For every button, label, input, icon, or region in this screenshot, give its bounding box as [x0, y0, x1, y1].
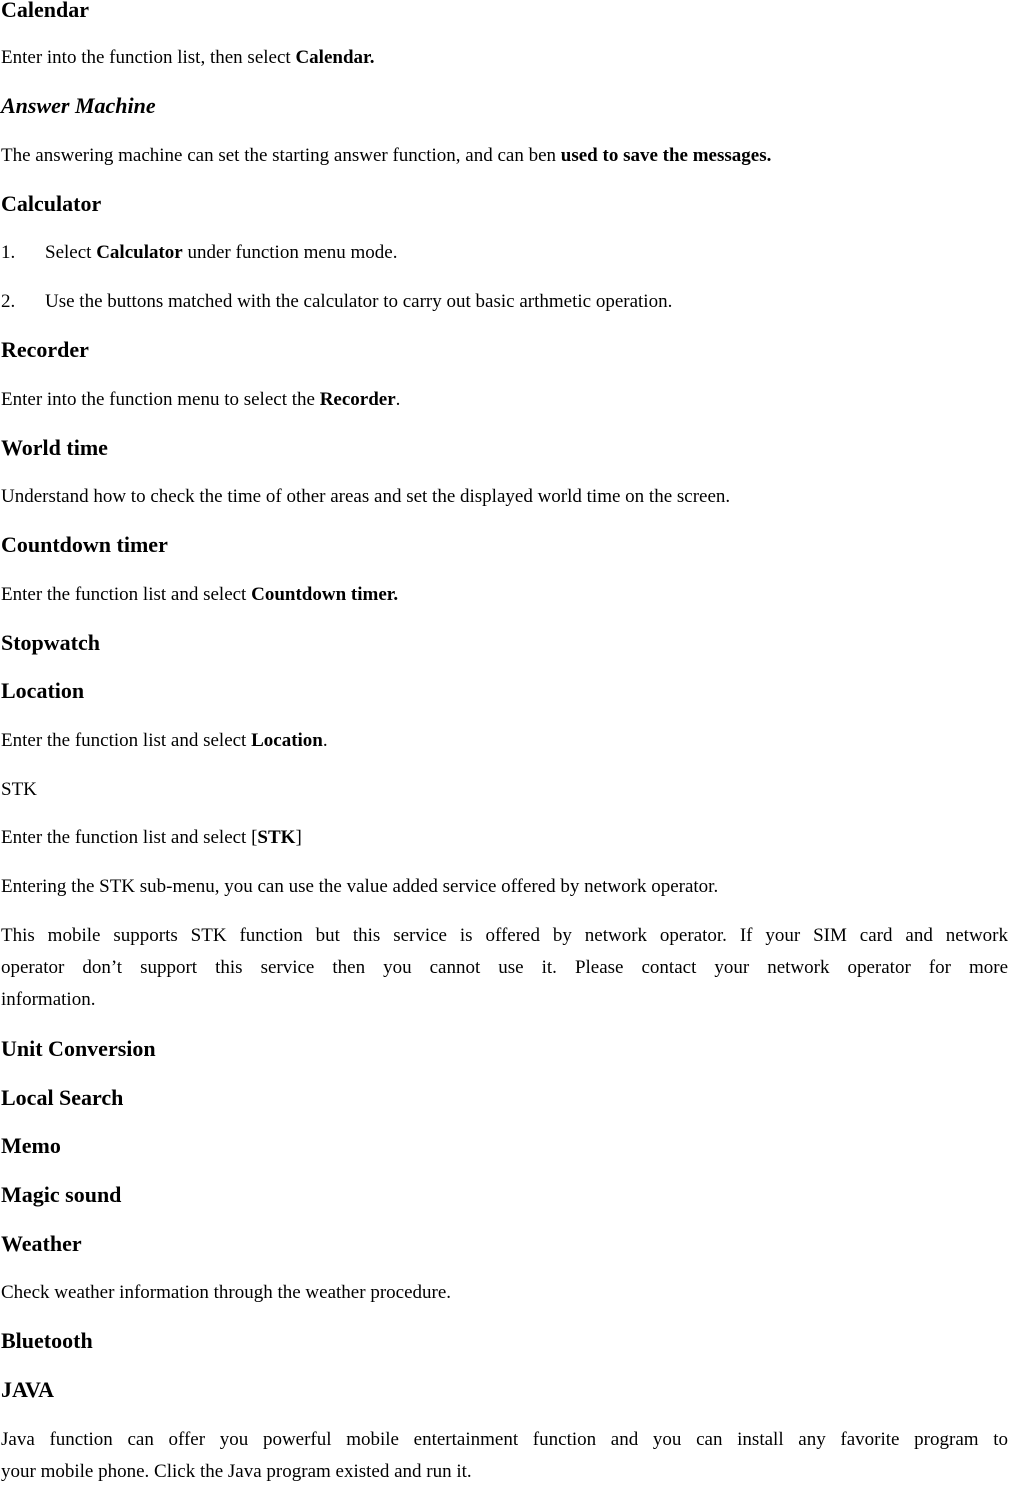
java-heading: JAVA — [1, 1377, 54, 1402]
calendar-text-bold: Calendar. — [295, 47, 375, 68]
answer-machine-heading: Answer Machine — [1, 93, 156, 118]
magic-sound-heading: Magic sound — [1, 1182, 122, 1207]
countdown-timer-text — [1, 583, 1009, 606]
world-time-heading: World time — [1, 435, 108, 460]
location-heading: Location — [1, 678, 85, 703]
calculator-heading: Calculator — [1, 191, 102, 216]
location-text-after: . — [322, 730, 328, 751]
bluetooth-heading: Bluetooth — [1, 1328, 93, 1353]
stk-paragraph-line-3: information. — [1, 989, 96, 1010]
java-paragraph-line-2: your mobile phone. Click the Java program existed and run it. — [1, 1461, 472, 1482]
stk-text-1-after: ] — [295, 827, 302, 848]
stk-text-1-bold: STK — [257, 827, 296, 848]
location-text-plain: Enter the function list and select — [1, 730, 252, 751]
stk-paragraph-line-1: This mobile supports STK function but this service is offered by network operator. If your SIM card and network — [1, 925, 1008, 946]
calculator-step-2 — [1, 290, 1009, 313]
countdown-timer-text-bold: Countdown timer. — [251, 584, 399, 605]
weather-heading: Weather — [1, 1231, 82, 1256]
answer-machine-text-plain: The answering machine can set the starting answer function, and can ben — [1, 145, 561, 166]
recorder-text-plain: Enter into the function menu to select the — [1, 389, 320, 410]
countdown-timer-heading: Countdown timer — [1, 532, 168, 557]
stopwatch-heading: Stopwatch — [1, 630, 101, 655]
local-search-heading: Local Search — [1, 1085, 124, 1110]
recorder-text-after: . — [395, 389, 401, 410]
answer-machine-text-bold: used to save the messages. — [560, 145, 772, 166]
stk-text-1-plain: Enter the function list and select [ — [1, 827, 258, 848]
location-text — [1, 729, 1009, 752]
recorder-text-bold: Recorder — [319, 389, 396, 410]
calculator-step-1 — [1, 241, 1009, 264]
weather-text: Check weather information through the weather procedure. — [1, 1282, 452, 1303]
calculator-step-1-number: 1. — [1, 242, 16, 263]
unit-conversion-heading: Unit Conversion — [1, 1036, 156, 1061]
stk-text-1 — [1, 826, 1009, 849]
world-time-text: Understand how to check the time of other areas and set the displayed world time on the screen. — [1, 486, 731, 507]
calculator-step-1-bold: Calculator — [96, 242, 183, 263]
stk-paragraph-line-2: operator don’t support this service then you cannot use it. Please contact your network operator for more — [1, 957, 1008, 978]
calendar-text — [1, 46, 1009, 69]
answer-machine-text — [1, 144, 1009, 167]
stk-text-2: Entering the STK sub-menu, you can use the value added service offered by network operator. — [1, 876, 719, 897]
countdown-timer-text-plain: Enter the function list and select — [1, 584, 252, 605]
stk-heading: STK — [1, 779, 37, 800]
recorder-heading: Recorder — [1, 337, 89, 362]
calculator-step-2-number: 2. — [1, 291, 16, 312]
calculator-step-1-after: under function menu mode. — [182, 242, 398, 263]
java-paragraph-line-1: Java function can offer you powerful mobile entertainment function and you can install any favorite program to — [1, 1429, 1008, 1450]
calculator-step-1-plain: Select — [45, 242, 97, 263]
location-text-bold: Location — [251, 730, 323, 751]
calculator-step-2-text: Use the buttons matched with the calculator to carry out basic arthmetic operation. — [45, 291, 673, 312]
calendar-text-plain: Enter into the function list, then select — [1, 47, 296, 68]
memo-heading: Memo — [1, 1133, 61, 1158]
recorder-text — [1, 388, 1009, 411]
calendar-heading: Calendar — [1, 0, 89, 22]
